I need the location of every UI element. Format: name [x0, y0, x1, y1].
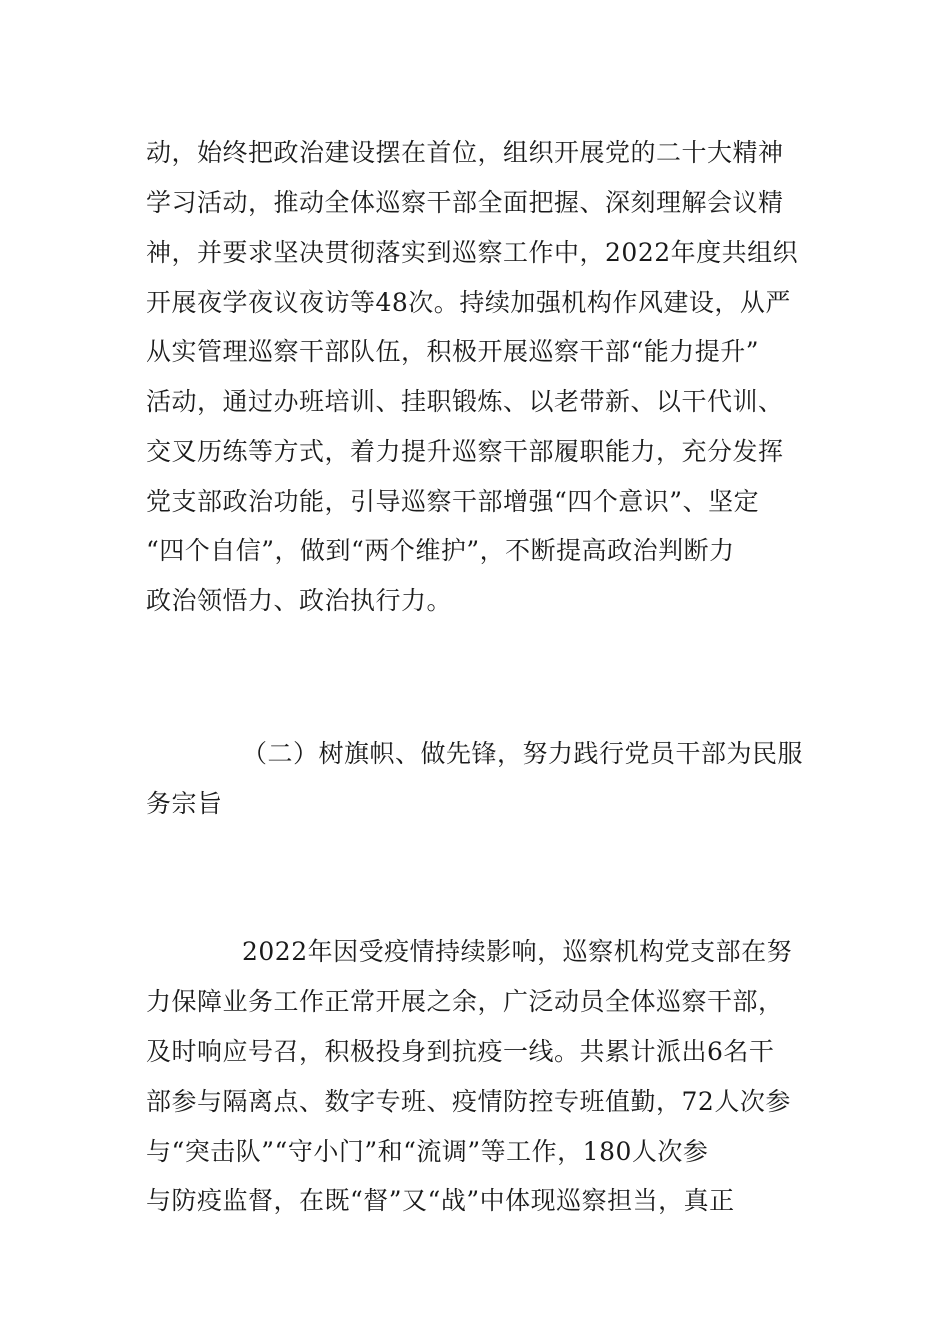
- paragraph-2-line: 与防疫监督，在既“督”又“战”中体现巡察担当，真正: [146, 1186, 735, 1215]
- paragraph-1-line: 政治领悟力、政治执行力。: [146, 586, 453, 615]
- paragraph-2-line: 部参与隔离点、数字专班、疫情防控专班值勤，72人次参: [146, 1087, 791, 1116]
- paragraph-1-line: 神，并要求坚决贯彻落实到巡察工作中，2022年度共组织: [146, 238, 799, 267]
- paragraph-1-line: 开展夜学夜议夜访等48次。持续加强机构作风建设，从严: [146, 288, 791, 317]
- paragraph-1-line: 活动，通过办班培训、挂职锻炼、以老带新、以干代训、: [146, 387, 784, 416]
- paragraph-2-line: 力保障业务工作正常开展之余，广泛动员全体巡察干部，: [146, 987, 784, 1016]
- paragraph-1-line: 党支部政治功能，引导巡察干部增强“四个意识”、坚定: [146, 487, 760, 516]
- paragraph-2-line: 与“突击队”“守小门”和“流调”等工作，180人次参: [146, 1137, 709, 1166]
- paragraph-1-line: 学习活动，推动全体巡察干部全面把握、深刻理解会议精: [146, 188, 784, 217]
- paragraph-2-line: 及时响应号召，积极投身到抗疫一线。共累计派出6名干: [146, 1037, 775, 1066]
- paragraph-1-line: 动，始终把政治建设摆在首位，组织开展党的二十大精神: [146, 138, 784, 167]
- section-heading: 务宗旨: [146, 789, 223, 818]
- paragraph-1-line: 交叉历练等方式，着力提升巡察干部履职能力，充分发挥: [146, 437, 784, 466]
- paragraph-1-line: 从实管理巡察干部队伍，积极开展巡察干部“能力提升”: [146, 337, 760, 366]
- section-heading: （二）树旗帜、做先锋，努力践行党员干部为民服: [242, 739, 804, 768]
- paragraph-2-line: 2022年因受疫情持续影响，巡察机构党支部在努: [242, 937, 793, 966]
- paragraph-1-line: “四个自信”，做到“两个维护”，不断提高政治判断力: [146, 536, 735, 565]
